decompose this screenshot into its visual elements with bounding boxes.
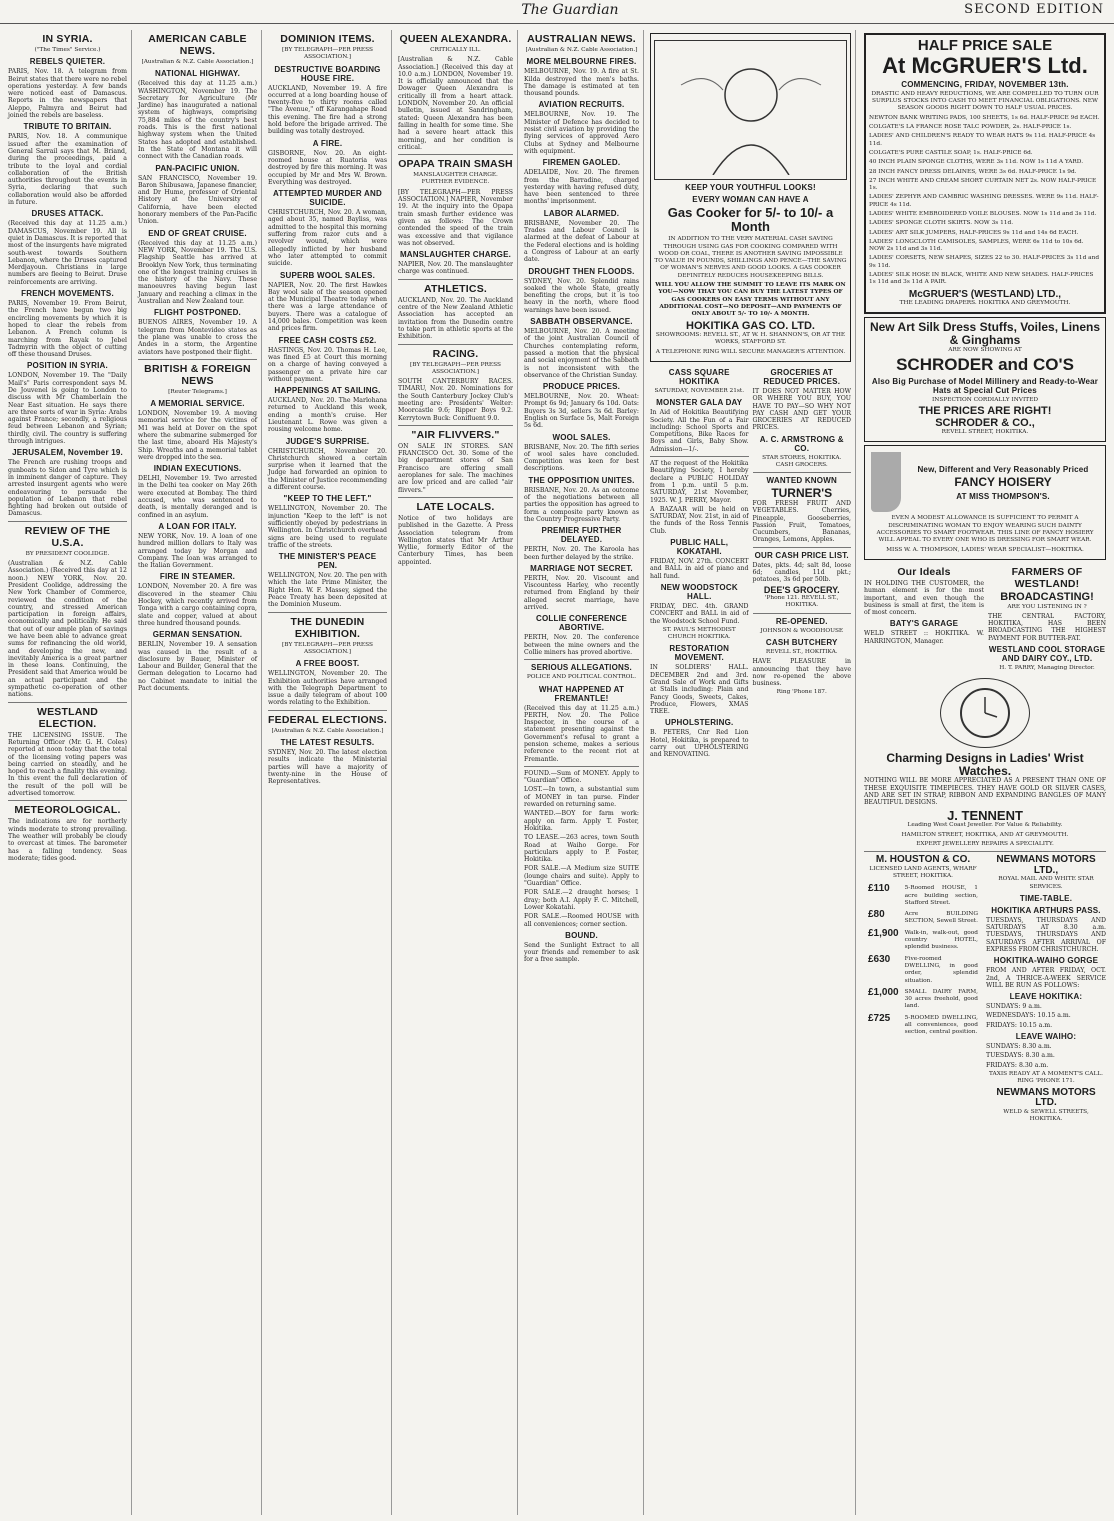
land-price: £725 [868,1012,891,1024]
land-price: £630 [868,953,891,965]
land-description: 5-ROOMED DWELLING, all conveniences, good section, central position. [904,1014,978,1036]
flivvers-headline: "AIR FLIVVERS." [411,428,500,441]
hosiery-text: EVEN A MODEST ALLOWANCE IS SUFFICIENT TO PERMIT A DISCRIMINATING WOMAN TO ENJOY WEARING SUCH DAINTY ACCESSORIES TO SMART FOOTWEAR. THIS LINE OF FANCY HOSIERY WILL APPEAL TO EVERY ONE WHO IS DRESSING FOR SMART WEAR. [876,515,1094,544]
ideals-text: IN HOLDING THE CUSTOMER, the human element is for the most important, and even though the business is small at first, the item is of most concern. [864,579,984,617]
queen-article: [Australian & N.Z. Cable Association.] (Received this day at 10.0 a.m.) LONDON, November 19. It is officially announced that the Dowager Queen Alexandra is critically ill from a heart attack. LONDON, November 20. An official bulletin, issued at Sandringham, stated: Queen Alexandra has been failing in health for some time. She had a severe heart attack this morning, and her condition is critical. [398,56,513,151]
restoration-headline: RESTORATION MOVEMENT. [669,644,730,663]
column-3 [264,30,392,1515]
mcgruers-item: NEWTON BANK WRITING PADS, 100 SHEETS, 1s 6d. HALF-PRICE 9d EACH. [869,114,1100,121]
tribute-headline: TRIBUTE TO BRITAIN. [23,122,112,132]
mans-article: NAPIER, Nov. 20. The manslaughter charge was continued. [398,261,513,276]
produce-headline: PRODUCE PRICES. [542,382,621,392]
aviation-headline: AVIATION RECRUITS. [538,100,625,110]
firemen-headline: FIREMEN GAOLED. [542,158,621,168]
mcgruers-item: LADIES' AND CHILDREN'S READY TO WEAR HATS 9s 11d. HALF-PRICE 4s 11d. [869,133,1096,147]
listening-question: ARE YOU LISTENING IN ? [1007,603,1087,610]
labor-headline: LABOR ALARMED. [543,208,620,218]
farmers-text: THE CENTRAL FACTORY, HOKITIKA, HAS BEEN BROADCASTING THE HIGHEST PAYMENT FOR BUTTER-FAT. [988,612,1106,642]
masthead [0,0,1114,24]
schedule-friday-2: FRIDAYS: 8.30 a.m. [986,1061,1049,1069]
cass-square-date: SATURDAY, NOVEMBER 21st. [654,387,745,394]
batys-headline: BATY'S GARAGE [889,619,959,629]
schroder-also: Also Big Purchase of Model Millinery and Ready-to-Wear Hats at Special Cut Prices [871,376,1099,395]
schedule-tuesday: TUESDAYS: 8.30 a.m. [986,1052,1055,1060]
judge-article: CHRISTCHURCH, November 20. Christchurch showed a certain surprise when it learned that the Judge had forwarded an opinion to the Minister of Justice recommending a different course. [268,447,387,492]
westland-article: THE LICENSING ISSUE. The Returning Officer (Mr. G. H. Coles) reported at noon today that the total of the licensing voting papers was being carried on steadily, and he hoped to reach a finality this evening. In this event the full declaration of the result of the poll will be advertised tomorrow. [8,731,127,798]
keep-left-headline: "KEEP TO THE LEFT." [283,494,372,504]
divider [524,659,639,660]
column-7 [860,30,1110,1515]
gas-address: SHOWROOMS: REVELL ST., AT W. H. SHANNON'S, OR AT THE WORKS, STAFFORD ST. [655,332,846,346]
dominion-subhead: [BY TELEGRAPH—PER PRESS ASSOCIATION.] [282,47,373,61]
fires-headline: MORE MELBOURNE FIRES. [526,57,637,67]
land-listing-row [866,955,980,986]
queen-headline: QUEEN ALEXANDRA. [399,33,512,45]
mans-headline: MANSLAUGHTER CHARGE. [399,250,512,260]
fremantle-article: (Received this day at 11.25 a.m.) PERTH, Nov. 20. The Police Inspector, in the course of a statement presenting against the Government's refusal to grant a pension scheme, makes a serious reference to the recent riot at Fremantle. [524,704,639,763]
divider [753,472,852,473]
divider [753,613,852,614]
rebels-article: PARIS, Nov. 18. A telegram from Beirut states that there were no rebel operations yesterday. A few bands were noticed east of Damascus. Reports in the newspapers that Aleppo, Palmyra and Beirut had joined the rebels are baseless. [8,68,128,120]
land-description: Walk-in, walk-out, good country HOTEL, splendid business. [904,929,978,951]
broadcasting-headline: BROADCASTING! [1000,590,1094,603]
hosiery-name: FANCY HOISERY [954,475,1052,490]
mcgruers-top: HALF PRICE SALE [917,37,1053,54]
groceries-headline: GROCERIES AT REDUCED PRICES. [763,367,841,386]
land-listing-row [866,910,980,927]
hosiery-top: New, Different and Very Reasonably Priced [917,465,1089,475]
bazaar-notice: A BAZAAR will be held on SATURDAY, Nov. 21st, in aid of the funds of the Ross Tennis Club. [650,505,749,535]
schedule-friday: FRIDAYS: 10.15 a.m. [986,1021,1053,1029]
wool-headline: SUPERB WOOL SALES. [279,270,376,280]
loan-headline: A LOAN FOR ITALY. [158,521,237,531]
opposition-headline: THE OPPOSITION UNITES. [528,475,635,485]
newmans-address: WELD & SEWELL STREETS, HOKITIKA. [1003,1108,1089,1122]
farmers-headline: FARMERS OF WESTLAND! [1011,565,1083,590]
waiho-headline: HOKITIKA-WAIHO GORGE [993,956,1099,966]
mcgruers-footer2: THE LEADING DRAPERS. HOKITIKA AND GREYMOUTH. [899,300,1071,307]
gas-phone: A TELEPHONE RING WILL SECURE MANAGER'S ATTENTION. [655,348,846,355]
newspaper-title: The Guardian [521,2,619,18]
stocking-icon [871,452,901,512]
highway-headline: NATIONAL HIGHWAY. [154,69,241,79]
peace-article: WELLINGTON, Nov. 20. The pen with which the late Prime Minister, the Right Hon. W. F. Massey, signed the Peace Treaty has been deposited at the Dominion Museum. [268,572,387,609]
classified-house: FOR SALE.—Roomed HOUSE with all conveniences; corner section. [524,913,639,928]
land-description: SMALL DAIRY FARM, 30 acres freehold, good land. [904,988,978,1010]
racing-headline: RACING. [432,347,479,360]
land-price: £1,000 [868,986,899,998]
racing-article: SOUTH CANTERBURY RACES. TIMARU, Nov. 20. Nominations for the South Canterbury Jockey Club's meeting are: Presidents' Welter: Moorcastle 9.6; Ripper Boys 9.2. Kerrytown Buck: Conifluent 9.0. [398,378,513,422]
classified-found: FOUND.—Sum of MONEY. Apply to "Guardian" Office. [524,769,639,785]
mcgruers-item: 28 INCH FANCY DRESS DELAINES, WERE 3s 6d. HALF-PRICE 1s 9d. [869,168,1077,175]
mcgruers-item: LADIES' CORSETS, NEW SHAPES, SIZES 22 to 30. HALF-PRICES 3s 11d and 9s 11d. [869,255,1100,269]
reopened-headline: RE-OPENED. [775,616,828,626]
athletics-article: AUCKLAND, Nov. 20. The Auckland centre of the New Zealand Athletic Association has accepted an invitation from the Dunedin centre to take part in athletic sports at the Exhibition. [398,296,513,341]
wrist-watch-icon [940,678,1030,748]
fires-article: MELBOURNE, Nov. 19. A fire at St. Kilda destroyed the men's baths. The damage is estimated at ten thousand pounds. [524,68,639,98]
produce-article: MELBOURNE, Nov. 20. Wheat: Prompt 6s 9d; January 6s 10d. Oats: Buyers 3s 3d, sellers 3s 6d. Barley: English on Surface 5s, Malt Foreign 5s 6d. [524,393,639,430]
methodist-headline: ST. PAUL'S METHODIST CHURCH HOKITIKA. [662,626,736,641]
aviation-article: MELBOURNE, Nov. 19. The Minister of Defence has decided to resist civil aviation by providing the flying services of approved Aero Clubs at Sydney and Melbourne with equipment. [524,111,639,155]
column-1 [4,30,132,1515]
woman-portrait-icon [661,45,841,175]
marriage-article: PERTH, Nov. 20. Viscount and Viscountess Harley, who recently returned from England by their alleged secret marriage, have arrived. [524,574,639,612]
land-listing-row [866,929,980,953]
opapa-subhead: MANSLAUGHTER CHARGE. FURTHER EVIDENCE. [413,172,498,186]
opposition-article: BRISBANE, Nov. 20. As an outcome of the negotiations between all parties the opposition has agreed to form a composite party known as the Country Progressive Party. [524,486,639,523]
gas-headline: EVERY WOMAN CAN HAVE A [692,195,809,204]
notice-article: Send the Sunlight Extract to all your friends and remember to ask for a free sample. [524,941,639,964]
results-article: SYDNEY, Nov. 20. The latest election results indicate the Ministerial parties will have a majority of twenty-nine in the House of Representatives. [268,749,387,786]
tennent-repairs: EXPERT JEWELLERY REPAIRS A SPECIALITY. [916,840,1054,847]
upholstering-text: B. PETERS, Cnr Red Lion Hotel, Hokitika, is prepared to carry out UPHOLSTERING and RENOVATING. [650,729,749,759]
murder-article: CHRISTCHURCH, Nov. 20. A woman, aged about 35, named Bayliss, was admitted to the hospital this morning suffering from razor cuts and a revolver wound, which were allegedly inflicted by her husband who later attempted to commit suicide. [268,209,387,268]
divider [753,547,852,548]
mcgruers-item: LADIES' LONGCLOTH CAMISOLES, SAMPLES, WERE 6s 11d to 10s 6d. NOW 2s 11d and 3s 11d. [869,238,1084,253]
watches-text: NOTHING WILL BE MORE APPRECIATED AS A PRESENT THAN ONE OF THESE EXQUISITE TIMEPIECES. THEY HAVE GOLD OR SILVER CASES, AND ARE SET IN STRAP, RIBBON AND EXPANDING BANGLES OF MANY BEAUTIFUL DESIGNS. [864,777,1106,807]
butchery-headline: CASH BUTCHERY [765,637,838,647]
late-article: Notice of two holidays are published in the Gazette. A Press Association telegram from Wellington states that Mr Arthur Wyllie, formerly Editor of the Canterbury Times, has been appointed. [398,514,513,566]
cass-square-headline: CASS SQUARE HOKITIKA [668,367,730,386]
mcgruers-item: LADIES' ART SILK JUMPERS, HALF-PRICES 9s 11d and 14s 6d EACH. [869,229,1079,236]
divider [398,425,513,426]
grocery-column [753,365,852,761]
hosiery-signature: MISS W. A. THOMPSON, LADIES' WEAR SPECIALIST—HOKITIKA. [886,546,1084,553]
boarding-headline: DESTRUCTIVE BOARDING HOUSE FIRE. [274,64,381,83]
land-description: Acre BUILDING SECTION, Sewell Street. [904,911,978,925]
kokatahi-text: FRIDAY, NOV. 27th. CONCERT and BALL in aid of piano and hall fund. [650,558,749,580]
dominion-headline: DOMINION ITEMS. [280,33,375,45]
india-headline: INDIAN EXECUTIONS. [153,464,242,474]
boost-headline: A FREE BOOST. [295,659,360,669]
arthurs-text: TUESDAYS, THURSDAYS AND SATURDAYS AT 8.30 a.m. TUESDAYS, THURSDAYS AND SATURDAYS AFTER ARRIVAL OF EXPRESS FROM CHRISTCHURCH. [986,916,1106,953]
german-article: BERLIN, November 19. A sensation was caused in the result of a disclosure by Bauer, Minister of Labour and Builder, General that the German delegation to Locarno had no Cabinet mandate to initial the Pact documents. [138,641,257,692]
monster-gala-headline: MONSTER GALA DAY [656,398,743,408]
tennent-sub: Leading West Coast Jeweller. For Value & Reliability. [907,822,1063,829]
tennent-address: HAMILTON STREET, HOKITIKA, AND AT GREYMOUTH. [901,831,1069,838]
johnson-phone: Ring 'Phone 187. [776,689,827,696]
woodstock-headline: NEW WOODSTOCK HALL. [660,582,738,601]
column-6 [646,30,856,1515]
divider [398,279,513,280]
classified-draught: FOR SALE.—2 draught horses; 1 dray; both A.I. Apply F. C. Mitchell, Lower Kokatahi. [524,889,639,911]
divider [268,612,387,613]
cable-headline: AMERICAN CABLE NEWS. [148,33,247,57]
racing-subhead: [BY TELEGRAPH—PER PRESS ASSOCIATION.] [410,361,501,375]
happen-article: AUCKLAND, Nov. 20. The Marlohana returned to Auckland this week, ending a month's cruise. Her Lieutenant L. Rowe was given a rousing welcome home. [268,397,387,434]
arthurs-headline: HOKITIKA ARTHURS PASS. [991,905,1101,915]
murder-headline: ATTEMPTED MURDER AND SUICIDE. [273,189,382,208]
land-listing-row [866,1014,980,1038]
schedule-wednesday: WEDNESDAYS: 10.15 a.m. [986,1012,1071,1020]
armstrong-sub: STAR STORES, HOKITIKA. CASH GROCERS. [762,454,842,469]
flight-article: BUENOS AIRES, November 19. A telegram from Montevideo states as the plane was unable to cross the Andes in a storm, the Argentine aviators have postponed their flight. [138,319,257,356]
fire-article: LONDON, November 20. A fire was discovered in the steamer Chiu Hockey, which recently arrived from Tonga with a cargo containing copra, slate and copper, valued at about three hundred thousand pounds. [138,583,257,627]
flivvers-article: ON SALE IN STORES. SAN FRANCISCO Oct. 30. Some of the big department stores of San Francisco are offering small aeroplanes for sale. The machines are low priced and are called "air flivvers." [398,442,513,494]
keep-left-article: WELLINGTON, November 20. The injunction "Keep to the left" is not sufficiently obeyed by pedestrians in Wellington. In Christchurch overhead signs are being used to regulate traffic of the streets. [268,505,387,549]
results-headline: THE LATEST RESULTS. [280,738,375,747]
floods-article: SYDNEY, Nov. 20. Splendid rains soaked the whole State, greatly benefiting the crops, but it is too heavy in the north, where flood warnings have been issued. [524,277,639,314]
cash-list-headline: OUR CASH PRICE LIST. [754,550,849,560]
memorial-article: LONDON, November 19. A moving memorial service for the victims of M1 was held at Dover on the spot where the submarine submerged for the last time, aboard His Majesty's Ship. Wreaths and a memorial tablet were dropped into the sea. [138,410,257,461]
marriage-headline: MARRIAGE NOT SECRET. [530,563,633,573]
delayed-headline: PREMIER FURTHER DELAYED. [541,526,622,545]
met-article: The indications are for northerly winds moderate to strong prevailing. The weather will probably be cloudy to overcast at times. The barometer has a falling tendency. Seas moderate; tides good. [8,818,127,862]
mcgruers-item: COLGATE'S PURE CASTILE SOAP, 1s. HALF-PRICE 6d. [869,149,1033,156]
wool2-article: BRISBANE, Nov. 20. The fifth series of wool sales have concluded. Competition was keen for best descriptions. [524,443,639,473]
wool2-headline: WOOL SALES. [552,432,611,442]
waiho-text: FROM AND AFTER FRIDAY, OCT. 2nd, A THRICE-A-WEEK SERVICE WILL BE RUN AS FOLLOWS: [986,967,1106,989]
mcgruers-item-list [869,115,1101,287]
memorial-headline: A MEMORIAL SERVICE. [150,399,245,409]
armstrong-name: A. C. ARMSTRONG & CO. [759,434,844,453]
tribute-article: PARIS, Nov. 18. A communique issued after the examination of General Sarrail says that M. Briand, during the proceedings, paid a tribute to the loyal and cordial collaboration of the British authorities throughout the events in Syria, declaring that such collaboration would also be afforded in future. [8,133,127,207]
mcgruers-footer: McGRUER'S (WESTLAND) LTD., [908,288,1062,300]
land-listing-table [864,882,982,1039]
upholstering-headline: UPHOLSTERING. [665,718,734,728]
opapa-headline: OPAPA TRAIN SMASH [398,158,513,171]
happen-headline: HAPPENINGS AT SAILING. [274,386,381,396]
johnson-address: REVELL ST., HOKITIKA. [765,648,838,655]
hosiery-at: AT MISS THOMPSON'S. [956,491,1050,501]
wool-article: NAPIER, Nov. 20. The first Hawkes Bay wool sale of the season opened at the Municipal Theatre today when there was a large attendance of buyers. There was a catalogue of 14,000 bales. Competition was keen and prices firm. [268,281,387,333]
land-price: £1,900 [868,927,899,939]
queen-subhead: CRITICALLY ILL. [430,47,481,53]
land-listing-row [866,884,980,908]
kokatahi-headline: PUBLIC HALL, KOKATAHI. [670,538,729,557]
divider [524,766,639,767]
review-article: (Australian & N.Z. Cable Association.) (Received this day at 12 noon.) NEW YORK, Nov. 20. President Coolidge, addressing the New York Chamber of Commerce, reviewed the condition of the country, and stressed American participation in foreign affairs, economically and politically. He said that out of our ample plan of savings we have been able to advance great sums for refinancing the old world, and developing the new, and inevitably America is a great partner in these loans. Continuing, the President said that America would be an actual participant and the sympathetic co-operation of other nations. [8,560,127,699]
serious-subhead: POLICE AND POLITICAL CONTROL. [526,674,637,681]
panpac-headline: PAN-PACIFIC UNION. [155,163,240,173]
french-article: PARIS, November 19. From Beirut, the French have begun two big encircling movements by which it is hoped to clear the rebels from Lebanon. A French column is marching from Rayak to Jebel Tadmyrin with the object of cutting off these thousand Druses. [8,300,127,359]
boarding-article: AUCKLAND, November 19. A fire occurred at a long boarding house of twenty-five to thirty rooms called "The Avenue," off Karangahape Road this evening. The fire had a strong hold before the brigade arrived. The building was totally destroyed. [268,84,387,136]
mcgruers-item: 27 INCH WHITE AND CREAM SHORT CURTAIN NET 2s. NOW HALF-PRICE 1s. [869,177,1097,192]
british-headline: BRITISH & FOREIGN NEWS [144,362,251,387]
federal-headline: FEDERAL ELECTIONS. [268,713,387,726]
land-price: £80 [868,909,885,921]
houston-name: M. HOUSTON & CO. [875,854,971,866]
schroder-invite: INSPECTION CORDIALLY INVITED [932,396,1038,403]
newmans-sub: ROYAL MAIL AND WHITE STAR SERVICES. [998,876,1094,890]
land-description: 5-Roomed HOUSE, 1 acre building section, Stafford Street. [904,885,978,906]
hosiery-ad [864,445,1106,559]
watches-headline: Charming Designs in Ladies' Wrist Watches. [886,751,1084,778]
fremantle-headline: WHAT HAPPENED AT FREMANTLE! [538,684,625,703]
leave-waiho-label: LEAVE WAIHO: [1015,1032,1077,1042]
aus-subhead: [Australian & N.Z. Cable Association.] [525,47,638,53]
westland-headline: WESTLAND ELECTION. [36,705,99,730]
german-headline: GERMAN SENSATION. [152,630,243,640]
federal-subhead: [Australian & N.Z. Cable Association.] [271,727,384,734]
schroder-ad [864,317,1106,442]
holiday-notice: AT the request of the Hokitika Beautifying Society, I hereby declare a PUBLIC HOLIDAY from 1 p.m. until 5 p.m. SATURDAY, 21st November, 1925. W. J. PERRY, Mayor. [650,460,749,504]
gas-cooker-ad [650,33,851,362]
druses-headline: DRUSES ATTACK. [31,209,104,219]
classified-lost: LOST.—In town, a substantial sum of MONEY in tan purse. Finder rewarded on returning same. [524,786,639,809]
jerusalem-headline: JERUSALEM, November 19. [12,448,123,458]
houston-column [864,855,982,1125]
met-headline: METEOROLOGICAL. [14,804,121,817]
johnson-text: HAVE PLEASURE in announcing that they have now re-opened the above business. [752,658,851,688]
newmans-column [986,855,1106,1125]
mcgruers-item: LADIES' SPONGE CLOTH SKIRTS. NOW 3s 11d. [869,220,1014,227]
houston-sub: LICENSED LAND AGENTS, WHARF STREET, HOKITIKA. [869,865,977,879]
schroder-footer: SCHRODER & CO., [935,416,1035,429]
bound-headline: BOUND. [565,930,598,940]
divider [268,710,387,711]
dees-name: DEE'S GROCERY. [763,584,840,595]
timetable-headline: TIME-TABLE. [1019,893,1073,903]
sabbath-article: MELBOURNE, Nov. 20. A meeting of the joint Australian Council of Churches contemplating reform, passed a motion that the physical and social enjoyment of the Sabbath is not inconsistent with the observance of the Christian Sunday. [524,328,639,379]
firemen-article: ADELAIDE, Nov. 20. The firemen from the Barradine, charged yesterday with having refused duty, have been sentenced to three months' imprisonment. [524,169,639,206]
woman-illustration [654,40,847,180]
cash-headline: FREE CASH COSTS £52. [278,335,377,345]
cruise-article: (Received this day at 11.25 a.m.) NEW YORK, November 19. The U.S. Flagship Seattle has arrived at Brooklyn New York, thus terminating one of the longest training cruises in the history of the Navy. These manoeuvres having begun last January and reaching a climax in the Australian and New Zealand tour. [138,239,257,306]
divider [398,344,513,345]
french-headline: FRENCH MOVEMENTS. [21,289,114,299]
aus-headline: AUSTRALIAN NEWS. [527,33,636,45]
tennent-name: J. TENNENT [947,807,1023,823]
labor-article: BRISBANE, November 20. The Trades and Labour Council is alarmed at the defeat of Labour at the Federal elections and is holding a Congress of Labour at an early date. [524,219,639,264]
taxis-notice: TAXIS READY AT A MOMENT'S CALL. RING 'PHONE 171. [988,1070,1104,1085]
schedule-sunday: SUNDAYS: 9 a.m. [986,1003,1042,1011]
land-listing-row [866,988,980,1012]
cable-subhead: [Australian & N.Z. Cable Association.] [141,59,254,65]
india-article: DELHI, November 19. Two arrested in the Delhi tea cooker on May 26th were executed at Bombay. The third accused, who was sentenced to death, is mentally deranged and is confined in an asylum. [138,475,257,519]
panpac-article: SAN FRANCISCO, November 19. Baron Shibusawa, Japanese financier, and Dr Hume, professor of Oriental History at the University of California, have been elected honorary members of the Pan-Pacific Union. [138,174,257,226]
newmans-headline: NEWMANS MOTORS LTD., [996,854,1096,876]
mcgruers-ad [864,33,1106,314]
afire-headline: A FIRE. [312,138,343,148]
turner-name: TURNER'S [771,486,833,501]
afire-article: GISBORNE, Nov. 20. An eight-roomed house at Ruatoria was destroyed by fire this morning. It was occupied by Mr and Mrs W. Brown. Everything was destroyed. [268,149,387,186]
restoration-text: IN SOLDIERS' HALL. DECEMBER 2nd and 3rd. Grand Sale of Work and Gifts at Stalls including: Plain and Fancy Goods, Sweets, Cakes, Produce, Flowers, XMAS TREE. [650,664,749,716]
leave-hokitika-label: LEAVE HOKITIKA: [1009,992,1083,1002]
woodstock-text: FRIDAY, DEC. 4th. GRAND CONCERT and BALL in aid of the Woodstock School Fund. [650,602,749,625]
rebels-headline: REBELS QUIETER. [29,57,106,67]
divider [650,456,749,457]
column-2 [134,30,262,1515]
mcgruers-item: 40 INCH PLAIN SPONGE CLOTHS, WERE 3s 11d. NOW 1s 11d A YARD. [869,159,1084,166]
syria-headline: IN SYRIA. [42,33,93,45]
dunedin-subhead: [BY TELEGRAPH—PER PRESS ASSOCIATION.] [282,641,373,655]
gas-offer: WILL YOU ALLOW THE SUMMIT TO LEAVE ITS MARK ON YOU—NOW THAT YOU CAN BUY THE LATEST TYPES OF GAS COOKERS ON EASY TERMS WITHOUT ANY ADDITIONAL COST—NO DEPOSIT—AND PAYMENTS OF ONLY ABOUT 5/- TO 10/- A MONTH. [655,282,846,318]
late-headline: LATE LOCALS. [416,500,495,513]
farmers-manager: H. T. PARRY, Managing Director. [999,665,1095,671]
turner-text: FOR FRESH FRUIT AND VEGETABLES. Cherries, Pineapple, Gooseberries, Passion Fruit, Tomatoes, Cucumbers, Bananas, Oranges, Lemons, Apples. [752,499,851,544]
delayed-article: PERTH, Nov. 20. The Karoola has been further delayed by the strike. [524,546,639,561]
review-subhead: BY PRESIDENT COOLIDGE. [25,550,110,557]
position-article: LONDON, November 19. The "Daily Mail's" Paris correspondent says M. De Jouvenel is going to London to discuss with Mr Chamberlain the Near East situation. He says there are three sorts of war in Syria: Arabs against France; secondly, a religious feud between Lebanon and Syrian; thirdly, civil. The country is suffering through intrigues. [8,372,127,446]
keep-young-slogan: KEEP YOUR YOUTHFUL LOOKS! [685,183,816,192]
classified-wanted: WANTED.—BOY for farm work: apply on farm. Apply T. Foster, Hokitika. [524,810,639,832]
position-headline: POSITION IN SYRIA. [27,361,108,371]
druses-article: (Received this day at 11.25 a.m.) DAMASCUS, November 19. All is quiet in Damascus. It is reported that most of the insurgents have migrated south-west towards Southern Lebanon, where the Druses captured Merdjayoun. Christians in large numbers are fleeing to Beirut. Druse reinforcements are arriving. [8,220,127,286]
gala-column [650,365,749,761]
mcgruers-text: DRASTIC AND HEAVY REDUCTIONS, WE ARE COMPELLED TO TURN OUR SURPLUS STOCKS INTO CASH TO MEET FINANCIAL OBLIGATIONS. NEW SEASON GOODS RIGHT DOWN TO HALF USUAL PRICES. [871,90,1099,112]
divider [398,497,513,498]
divider [138,359,257,360]
batys-text: WELD STREET :: HOKITIKA. W. HARRINGTON, Manager. [864,630,984,645]
johnson-name: JOHNSON & WOODHOUSE [760,627,844,634]
schroder-top: New Art Silk Dress Stuffs, Voiles, Linens & Ginghams [869,320,1101,348]
gas-text: IN ADDITION TO THE VERY MATERIAL CASH SAVING THROUGH USING GAS FOR COOKING COMPARED WITH WOOD OR COAL, THERE IS ANOTHER SAVING IMPOSSIBLE TO VALUE IN POUNDS, SHILLINGS AND PENCE—THE SAVING OF WOMAN'S NERVES AND GOOD LOOKS. A GAS COOKER DEFINITELY REDUCES HOUSEKEEPING BILLS. [654,236,847,279]
collie-headline: COLLIE CONFERENCE ABORTIVE. [536,614,627,633]
turner-headline: WANTED KNOWN [766,476,837,486]
classified-sale: FOR SALE.—A Medium size SUITE (lounge chairs and suite). Apply to "Guardian" Office. [524,865,639,888]
westland-dairy-name: WESTLAND COOL STORAGE AND DAIRY COY., LTD. [988,645,1106,663]
collie-article: PERTH, Nov. 20. The conference between the mine owners and the Collie miners has proved abortive. [524,634,639,656]
schroder-now: ARE NOW SHOWING AT [948,346,1022,353]
jerusalem-article: The French are rushing troops and gunboats to Sidon and Tyre which is in imminent danger of capture. They arrested insurgent agents who were endeavouring to persuade the population of Lebanon that rebel fighting had broken out outside of Damascus. [8,459,127,518]
divider [8,702,127,703]
ideals-column [864,563,984,674]
ideals-headline: Our Ideals [897,565,951,578]
british-subhead: [Reuter Telegrams.] [168,388,227,395]
schedule-sunday-2: SUNDAYS: 8.30 a.m. [986,1043,1052,1051]
classified-lease: TO LEASE.—263 acres, town South Road at Waiho Gorge. For particulars apply to P. Foster, Hokitika. [524,834,639,864]
column-5 [520,30,644,1515]
floods-headline: DROUGHT THEN FLOODS. [528,266,635,276]
column-4 [394,30,518,1515]
farmers-column [988,563,1106,674]
athletics-headline: ATHLETICS. [423,282,488,295]
gas-big-headline: Gas Cooker for 5/- to 10/- a Month [667,205,834,234]
opapa-article: [BY TELEGRAPH—PER PRESS ASSOCIATION.] NAPIER, November 19. At the inquiry into the Opapa train smash further evidence was given as follows: The Crown contended the speed of the train was excessive and that vigilance was not observed. [398,188,513,247]
mcgruers-date: COMMENCING, FRIDAY, NOVEMBER 13th. [901,79,1069,89]
schroder-address: REVELL STREET, HOKITIKA. [941,429,1029,436]
gas-company: HOKITIKA GAS CO. LTD. [686,319,815,332]
cash-article: HASTINGS, Nov. 20. Thomas H. Lee, was fined £5 at Court this morning on a charge of having conveyed a passenger on a private hire car without payment. [268,346,387,383]
review-headline: REVIEW OF THE U.S.A. [24,524,111,549]
highway-article: (Received this day at 11.25 a.m.) WASHINGTON, November 19. The Secretary for Agriculture (Mr Jardine) has inaugurated a national system of highways, comprising 75,884 miles of the country's best roads. This is the first national highway system when the United States has adopted and established. In the State of Montana it will connect with the Canadian roads. [138,80,257,161]
cruise-headline: END OF GREAT CRUISE. [148,228,247,238]
divider [864,851,1106,852]
newmans-footer: NEWMANS MOTORS LTD. [996,1086,1096,1109]
edition-label: SECOND EDITION [964,2,1104,17]
divider [8,521,127,522]
dees-sub: 'Phone 121. REVELL ST., HOKITIKA. [764,595,839,609]
mcgruers-item: LADIES' ZEPHYR AND CAMBRIC WASHING DRESSES. WERE 9s 11d. HALF-PRICE 4s 11d. [869,194,1099,208]
sabbath-headline: SABBATH OBSERVANCE. [530,317,633,327]
fire-headline: FIRE IN STEAMER. [159,572,236,582]
loan-article: NEW YORK, Nov. 19. A loan of one hundred million dollars to Italy was arranged today by Morgan and Company. The loan was arranged to the Italian Government. [138,532,257,570]
divider [8,800,127,801]
serious-headline: SERIOUS ALLEGATIONS. [531,663,632,673]
cash-list-text: Dates, pkts. 4d; salt 8d, loose 6d; candles, 11d pkt.; potatoes, 3s 6d per 50lb. [752,561,851,584]
groceries-text: IT DOES NOT MATTER HOW OR WHERE YOU BUY, YOU HAVE TO PAY—SO WHY NOT PAY CASH AND GET YOUR GROCERIES AT REDUCED PRICES. [752,387,851,432]
land-price: £110 [868,883,890,895]
mcgruers-item: LADIES' WHITE EMBROIDERED VOILE BLOUSES. NOW 1s 11d and 3s 11d. [869,211,1097,217]
land-description: Five-roomed DWELLING, in good order, splendid situation. [904,955,978,984]
boost-article: WELLINGTON, November 20. The Exhibition authorities have arranged with the Telegraph Department to issue a daily telegram of about 100 words relating to the Exhibition. [268,670,387,707]
judge-headline: JUDGE'S SURPRISE. [285,436,370,446]
mcgruers-item: LADIES' SILK HOSE IN BLACK, WHITE AND NEW SHADES. HALF-PRICES 1s 11d and 3s 11d A PAIR. [869,272,1094,286]
schroder-name: SCHRODER and CO'S [896,354,1074,374]
syria-subhead: ("The Times" Service.) [34,47,101,53]
divider [398,154,513,155]
schroder-prices: THE PRICES ARE RIGHT! [918,405,1052,418]
dunedin-headline: THE DUNEDIN EXHIBITION. [290,615,365,640]
peace-headline: THE MINISTER'S PEACE PEN. [278,552,377,571]
mcgruers-item: COLGATE'S LA FRANCE ROSE TALC POWDER, 2s. HALF-PRICE 1s. [869,124,1072,131]
flight-headline: FLIGHT POSTPONED. [154,308,241,318]
mcgruers-name: At McGRUER'S Ltd. [882,52,1088,78]
monster-gala-text: In Aid of Hokitika Beautifying Society. All the Fun of a Fair including: School Sports and Competitions, Bike Races for Boys and Girls, Baby Show. Admission—1/-. [650,409,749,453]
